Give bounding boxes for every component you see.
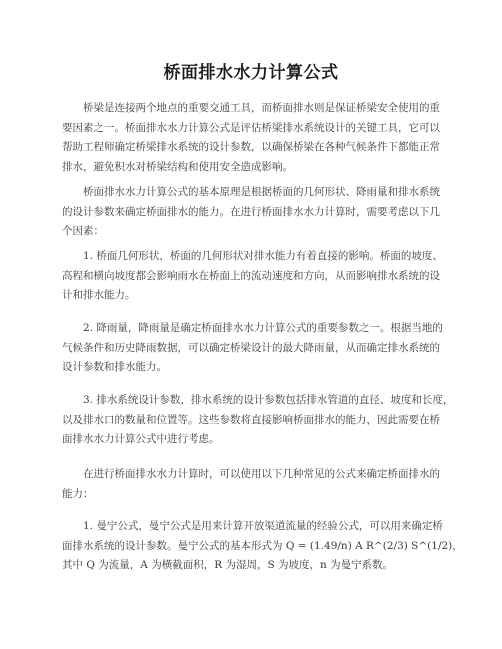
paragraph-drainage-params	[62, 391, 454, 450]
text-line: 1. 曼宁公式，曼宁公式是用来计算开放渠道流量的经验公式，可以用来确定桥	[83, 520, 443, 532]
text-line: 能力：	[62, 487, 94, 500]
text-line: 高程和横向坡度都会影响雨水在桥面上的流动速度和方向，从而影响排水系统的设	[62, 269, 440, 282]
document-title: 桥面排水水力计算公式	[163, 63, 339, 83]
paragraph-geometry	[62, 247, 442, 306]
paragraph-rainfall	[62, 319, 442, 378]
paragraph-intro	[62, 99, 442, 177]
text-line: 气候条件和历史降雨数据，可以确定桥梁设计的最大降雨量，从而确定排水系统的	[62, 341, 440, 354]
text-line: 以及排水口的数量和位置等。这些参数将直接影响桥面排水的能力，因此需要在桥	[62, 413, 440, 426]
text-line: 的设计参数来确定桥面排水的能力。在进行桥面排水水力计算时，需要考虑以下几	[62, 205, 440, 218]
text-line: 帮助工程师确定桥梁排水系统的设计参数，以确保桥梁在各种气候条件下都能正常	[62, 141, 440, 154]
text-line: 排水，避免积水对桥梁结构和使用安全造成影响。	[62, 160, 293, 173]
text-line: 在进行桥面排水水力计算时，可以使用以下几种常见的公式来确定桥面排水的	[83, 468, 440, 480]
text-line: 设计参数和排水能力。	[62, 361, 167, 374]
paragraph-principle	[62, 183, 442, 242]
text-line: 其中 Q 为流量，A 为横截面积，R 为湿周，S 为坡度，n 为曼宁系数。	[62, 559, 394, 572]
paragraph-formulas-intro	[62, 465, 442, 504]
text-line: 面排水水力计算公式中进行考虑。	[62, 433, 220, 446]
text-line: 桥面排水水力计算公式的基本原理是根据桥面的几何形状、降雨量和排水系统	[83, 186, 440, 198]
text-line: 2. 降雨量，降雨量是确定桥面排水水力计算公式的重要参数之一。根据当地的	[83, 322, 443, 334]
text-line: 个因素：	[62, 225, 104, 238]
paragraph-manning	[62, 517, 463, 576]
text-line: 桥梁是连接两个地点的重要交通工具，而桥面排水则是保证桥梁安全使用的重	[83, 102, 440, 114]
text-line: 要因素之一。桥面排水水力计算公式是评估桥梁排水系统设计的关键工具，它可以	[62, 121, 440, 134]
text-line: 1. 桥面几何形状，桥面的几何形状对排水能力有着直接的影响。桥面的坡度、	[83, 250, 443, 262]
text-line: 面排水系统的设计参数。曼宁公式的基本形式为 Q = (1.49/n) A R^(2/3) S^(1/2)，	[62, 539, 463, 552]
text-line: 3. 排水系统设计参数，排水系统的设计参数包括排水管道的直径、坡度和长度，	[83, 394, 454, 406]
text-line: 计和排水能力。	[62, 289, 136, 302]
